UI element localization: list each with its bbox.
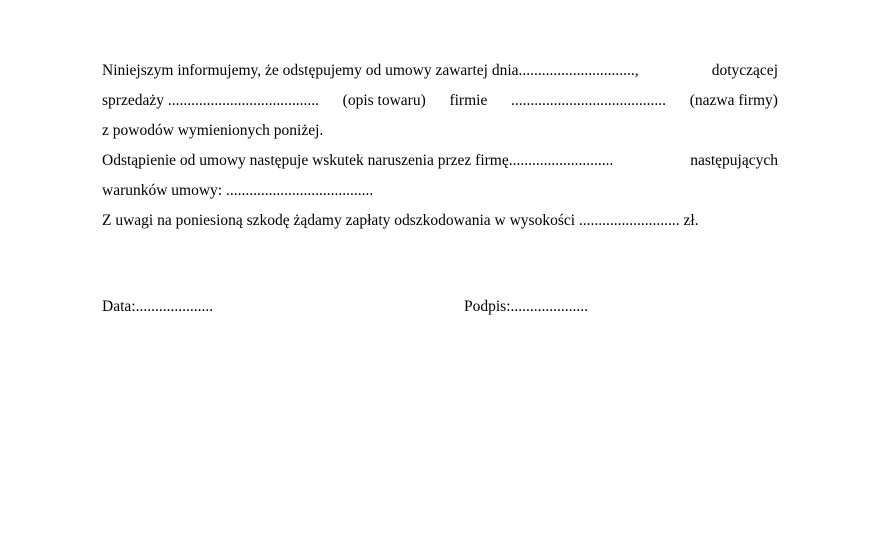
paragraph-line-4 xyxy=(102,146,778,176)
line-2-nazwa-firmy: (nazwa firmy) xyxy=(689,92,778,109)
paragraph-line-5: warunków umowy: ...................................... xyxy=(102,182,374,199)
line-2-firmie: firmie xyxy=(449,92,488,109)
line-4-text: Odstąpienie od umowy następuje wskutek naruszenia przez firmę........................... xyxy=(102,152,614,169)
line-2-opis-towaru: (opis towaru) xyxy=(342,92,426,109)
line-1-end: dotyczącej xyxy=(711,62,778,79)
paragraph-line-1 xyxy=(102,56,778,86)
line-1-text: Niniejszym informujemy, że odstępujemy od umowy zawartej dnia.............................., xyxy=(102,62,639,79)
paragraph-line-6: Z uwagi na poniesioną szkodę żądamy zapłaty odszkodowania w wysokości .......................... zł. xyxy=(102,212,699,229)
line-2-sprzedazy: sprzedaży ....................................... xyxy=(102,92,319,109)
signature-row xyxy=(102,294,778,320)
paragraph-line-2 xyxy=(102,86,778,116)
date-field: Data:.................... xyxy=(102,298,214,315)
signature-field: Podpis:.................... xyxy=(464,298,589,315)
line-4-end: następujących xyxy=(690,152,778,169)
paragraph-line-3: z powodów wymienionych poniżej. xyxy=(102,122,324,139)
document-body xyxy=(102,56,778,236)
line-2-dots: ........................................ xyxy=(511,92,667,109)
